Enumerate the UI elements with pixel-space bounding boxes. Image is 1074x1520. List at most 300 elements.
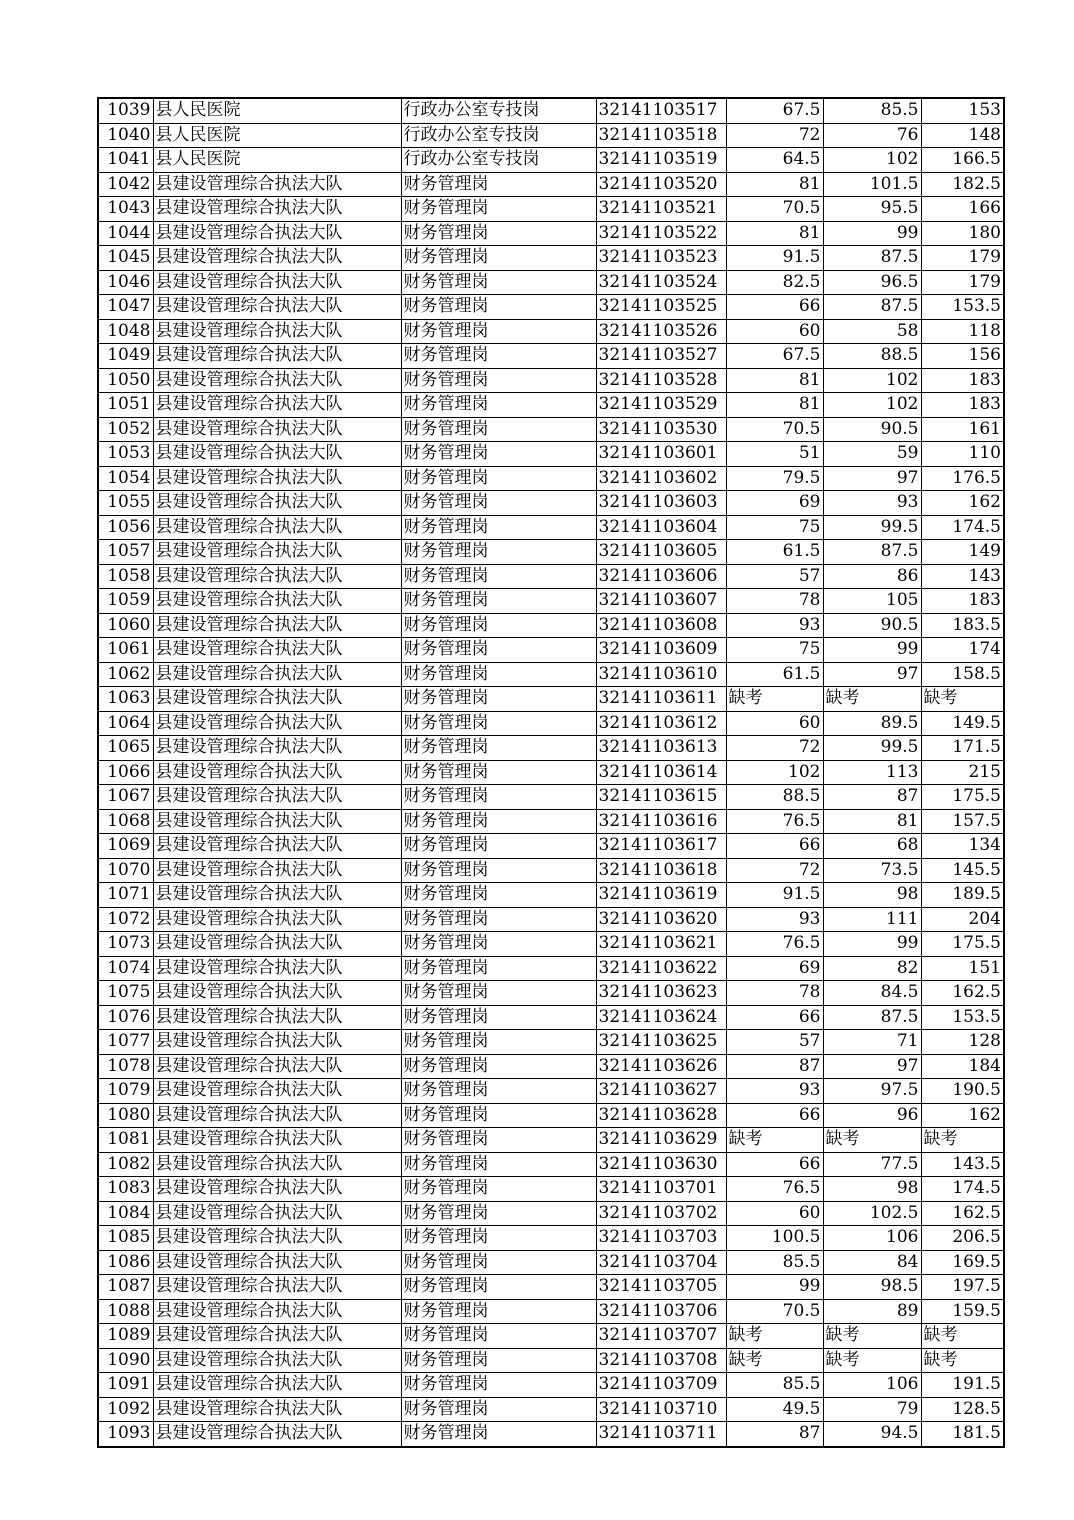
unit-cell: 县建设管理综合执法大队	[153, 515, 401, 540]
score-a-cell: 85.5	[726, 1373, 823, 1398]
score-b-cell: 81	[823, 809, 921, 834]
table-row	[98, 1103, 1004, 1128]
score-b-cell: 95.5	[823, 197, 921, 222]
table-row	[98, 246, 1004, 271]
score-a-cell: 49.5	[726, 1397, 823, 1422]
row-number-cell: 1087	[98, 1275, 153, 1300]
exam-id-cell: 32141103619	[596, 883, 726, 908]
row-number-cell: 1046	[98, 270, 153, 295]
exam-id-cell: 32141103518	[596, 123, 726, 148]
score-a-cell: 57	[726, 564, 823, 589]
score-a-cell: 93	[726, 613, 823, 638]
exam-id-cell: 32141103527	[596, 344, 726, 369]
table-row	[98, 711, 1004, 736]
total-score-cell: 158.5	[921, 662, 1004, 687]
table-row	[98, 442, 1004, 467]
table-row	[98, 1128, 1004, 1153]
position-cell: 行政办公室专技岗	[401, 98, 596, 123]
unit-cell: 县建设管理综合执法大队	[153, 1177, 401, 1202]
table-row	[98, 809, 1004, 834]
row-number-cell: 1050	[98, 368, 153, 393]
row-number-cell: 1085	[98, 1226, 153, 1251]
score-a-cell: 102	[726, 760, 823, 785]
exam-id-cell: 32141103529	[596, 393, 726, 418]
score-b-cell: 71	[823, 1030, 921, 1055]
table-row	[98, 1324, 1004, 1349]
score-a-cell: 100.5	[726, 1226, 823, 1251]
row-number-cell: 1089	[98, 1324, 153, 1349]
total-score-cell: 134	[921, 834, 1004, 859]
position-cell: 财务管理岗	[401, 393, 596, 418]
row-number-cell: 1056	[98, 515, 153, 540]
unit-cell: 县建设管理综合执法大队	[153, 1103, 401, 1128]
score-a-cell: 70.5	[726, 417, 823, 442]
row-number-cell: 1075	[98, 981, 153, 1006]
score-b-cell: 102	[823, 393, 921, 418]
position-cell: 财务管理岗	[401, 1030, 596, 1055]
unit-cell: 县建设管理综合执法大队	[153, 785, 401, 810]
table-row	[98, 221, 1004, 246]
row-number-cell: 1047	[98, 295, 153, 320]
score-a-cell: 85.5	[726, 1250, 823, 1275]
score-b-cell: 84	[823, 1250, 921, 1275]
unit-cell: 县建设管理综合执法大队	[153, 197, 401, 222]
table-row	[98, 344, 1004, 369]
unit-cell: 县建设管理综合执法大队	[153, 809, 401, 834]
exam-id-cell: 32141103702	[596, 1201, 726, 1226]
table-row	[98, 1373, 1004, 1398]
score-a-cell: 缺考	[726, 687, 823, 712]
score-b-cell: 106	[823, 1226, 921, 1251]
total-score-cell: 166	[921, 197, 1004, 222]
position-cell: 财务管理岗	[401, 834, 596, 859]
score-a-cell: 81	[726, 221, 823, 246]
score-b-cell: 96	[823, 1103, 921, 1128]
row-number-cell: 1069	[98, 834, 153, 859]
position-cell: 财务管理岗	[401, 907, 596, 932]
exam-id-cell: 32141103611	[596, 687, 726, 712]
exam-id-cell: 32141103709	[596, 1373, 726, 1398]
table-row	[98, 932, 1004, 957]
score-b-cell: 90.5	[823, 417, 921, 442]
score-a-cell: 81	[726, 172, 823, 197]
row-number-cell: 1083	[98, 1177, 153, 1202]
row-number-cell: 1086	[98, 1250, 153, 1275]
position-cell: 财务管理岗	[401, 1152, 596, 1177]
table-row	[98, 393, 1004, 418]
unit-cell: 县建设管理综合执法大队	[153, 1005, 401, 1030]
unit-cell: 县建设管理综合执法大队	[153, 1397, 401, 1422]
exam-id-cell: 32141103521	[596, 197, 726, 222]
position-cell: 财务管理岗	[401, 1324, 596, 1349]
unit-cell: 县建设管理综合执法大队	[153, 1324, 401, 1349]
unit-cell: 县建设管理综合执法大队	[153, 883, 401, 908]
score-a-cell: 66	[726, 1005, 823, 1030]
exam-id-cell: 32141103522	[596, 221, 726, 246]
score-a-cell: 缺考	[726, 1348, 823, 1373]
total-score-cell: 183	[921, 589, 1004, 614]
row-number-cell: 1043	[98, 197, 153, 222]
exam-id-cell: 32141103705	[596, 1275, 726, 1300]
position-cell: 财务管理岗	[401, 1348, 596, 1373]
row-number-cell: 1074	[98, 956, 153, 981]
exam-id-cell: 32141103624	[596, 1005, 726, 1030]
exam-id-cell: 32141103707	[596, 1324, 726, 1349]
score-b-cell: 97	[823, 1054, 921, 1079]
total-score-cell: 183.5	[921, 613, 1004, 638]
score-a-cell: 72	[726, 858, 823, 883]
total-score-cell: 174.5	[921, 515, 1004, 540]
score-b-cell: 86	[823, 564, 921, 589]
position-cell: 财务管理岗	[401, 1299, 596, 1324]
unit-cell: 县建设管理综合执法大队	[153, 613, 401, 638]
exam-id-cell: 32141103530	[596, 417, 726, 442]
unit-cell: 县建设管理综合执法大队	[153, 1079, 401, 1104]
row-number-cell: 1061	[98, 638, 153, 663]
position-cell: 财务管理岗	[401, 172, 596, 197]
score-a-cell: 76.5	[726, 809, 823, 834]
row-number-cell: 1081	[98, 1128, 153, 1153]
position-cell: 财务管理岗	[401, 417, 596, 442]
score-b-cell: 102	[823, 368, 921, 393]
score-a-cell: 67.5	[726, 98, 823, 123]
total-score-cell: 缺考	[921, 1128, 1004, 1153]
score-b-cell: 98.5	[823, 1275, 921, 1300]
position-cell: 财务管理岗	[401, 858, 596, 883]
position-cell: 财务管理岗	[401, 1079, 596, 1104]
exam-id-cell: 32141103620	[596, 907, 726, 932]
score-b-cell: 87	[823, 785, 921, 810]
table-row	[98, 1299, 1004, 1324]
unit-cell: 县建设管理综合执法大队	[153, 1348, 401, 1373]
score-table-body	[98, 98, 1004, 1447]
table-row	[98, 1250, 1004, 1275]
score-table	[97, 97, 1005, 1448]
row-number-cell: 1055	[98, 491, 153, 516]
score-b-cell: 88.5	[823, 344, 921, 369]
position-cell: 财务管理岗	[401, 809, 596, 834]
score-a-cell: 66	[726, 295, 823, 320]
table-row	[98, 760, 1004, 785]
score-b-cell: 96.5	[823, 270, 921, 295]
unit-cell: 县建设管理综合执法大队	[153, 221, 401, 246]
exam-id-cell: 32141103517	[596, 98, 726, 123]
score-a-cell: 93	[726, 1079, 823, 1104]
position-cell: 财务管理岗	[401, 1373, 596, 1398]
score-a-cell: 66	[726, 1103, 823, 1128]
exam-id-cell: 32141103525	[596, 295, 726, 320]
row-number-cell: 1052	[98, 417, 153, 442]
table-row	[98, 883, 1004, 908]
exam-id-cell: 32141103526	[596, 319, 726, 344]
exam-id-cell: 32141103615	[596, 785, 726, 810]
score-a-cell: 66	[726, 1152, 823, 1177]
exam-id-cell: 32141103610	[596, 662, 726, 687]
table-row	[98, 197, 1004, 222]
exam-id-cell: 32141103605	[596, 540, 726, 565]
exam-id-cell: 32141103614	[596, 760, 726, 785]
exam-id-cell: 32141103612	[596, 711, 726, 736]
table-row	[98, 785, 1004, 810]
table-row	[98, 295, 1004, 320]
score-a-cell: 87	[726, 1422, 823, 1447]
unit-cell: 县建设管理综合执法大队	[153, 319, 401, 344]
score-b-cell: 98	[823, 1177, 921, 1202]
score-a-cell: 76.5	[726, 932, 823, 957]
row-number-cell: 1067	[98, 785, 153, 810]
score-b-cell: 58	[823, 319, 921, 344]
table-row	[98, 1348, 1004, 1373]
row-number-cell: 1054	[98, 466, 153, 491]
position-cell: 财务管理岗	[401, 638, 596, 663]
exam-id-cell: 32141103629	[596, 1128, 726, 1153]
table-row	[98, 858, 1004, 883]
table-row	[98, 368, 1004, 393]
row-number-cell: 1078	[98, 1054, 153, 1079]
position-cell: 财务管理岗	[401, 221, 596, 246]
score-b-cell: 93	[823, 491, 921, 516]
exam-id-cell: 32141103616	[596, 809, 726, 834]
score-a-cell: 72	[726, 736, 823, 761]
position-cell: 财务管理岗	[401, 1250, 596, 1275]
unit-cell: 县建设管理综合执法大队	[153, 417, 401, 442]
row-number-cell: 1080	[98, 1103, 153, 1128]
unit-cell: 县建设管理综合执法大队	[153, 295, 401, 320]
table-row	[98, 466, 1004, 491]
unit-cell: 县建设管理综合执法大队	[153, 1275, 401, 1300]
row-number-cell: 1049	[98, 344, 153, 369]
exam-id-cell: 32141103524	[596, 270, 726, 295]
table-row	[98, 1422, 1004, 1447]
table-row	[98, 319, 1004, 344]
total-score-cell: 183	[921, 368, 1004, 393]
position-cell: 财务管理岗	[401, 736, 596, 761]
exam-id-cell: 32141103711	[596, 1422, 726, 1447]
score-b-cell: 87.5	[823, 246, 921, 271]
unit-cell: 县建设管理综合执法大队	[153, 956, 401, 981]
row-number-cell: 1076	[98, 1005, 153, 1030]
score-b-cell: 98	[823, 883, 921, 908]
score-b-cell: 101.5	[823, 172, 921, 197]
unit-cell: 县人民医院	[153, 98, 401, 123]
position-cell: 财务管理岗	[401, 295, 596, 320]
row-number-cell: 1041	[98, 148, 153, 173]
row-number-cell: 1068	[98, 809, 153, 834]
score-b-cell: 73.5	[823, 858, 921, 883]
total-score-cell: 149	[921, 540, 1004, 565]
position-cell: 财务管理岗	[401, 564, 596, 589]
table-row	[98, 687, 1004, 712]
unit-cell: 县建设管理综合执法大队	[153, 711, 401, 736]
total-score-cell: 179	[921, 270, 1004, 295]
score-a-cell: 76.5	[726, 1177, 823, 1202]
row-number-cell: 1053	[98, 442, 153, 467]
score-a-cell: 81	[726, 393, 823, 418]
exam-id-cell: 32141103622	[596, 956, 726, 981]
row-number-cell: 1057	[98, 540, 153, 565]
score-b-cell: 87.5	[823, 295, 921, 320]
unit-cell: 县建设管理综合执法大队	[153, 1152, 401, 1177]
total-score-cell: 缺考	[921, 1348, 1004, 1373]
position-cell: 财务管理岗	[401, 1005, 596, 1030]
row-number-cell: 1065	[98, 736, 153, 761]
row-number-cell: 1090	[98, 1348, 153, 1373]
table-row	[98, 148, 1004, 173]
score-a-cell: 82.5	[726, 270, 823, 295]
total-score-cell: 143.5	[921, 1152, 1004, 1177]
score-b-cell: 89.5	[823, 711, 921, 736]
unit-cell: 县建设管理综合执法大队	[153, 981, 401, 1006]
total-score-cell: 157.5	[921, 809, 1004, 834]
position-cell: 财务管理岗	[401, 687, 596, 712]
unit-cell: 县建设管理综合执法大队	[153, 932, 401, 957]
score-b-cell: 82	[823, 956, 921, 981]
exam-id-cell: 32141103706	[596, 1299, 726, 1324]
unit-cell: 县建设管理综合执法大队	[153, 638, 401, 663]
score-b-cell: 94.5	[823, 1422, 921, 1447]
unit-cell: 县建设管理综合执法大队	[153, 172, 401, 197]
row-number-cell: 1093	[98, 1422, 153, 1447]
table-row	[98, 589, 1004, 614]
score-b-cell: 97	[823, 466, 921, 491]
position-cell: 财务管理岗	[401, 1275, 596, 1300]
score-a-cell: 66	[726, 834, 823, 859]
total-score-cell: 169.5	[921, 1250, 1004, 1275]
score-b-cell: 99	[823, 932, 921, 957]
total-score-cell: 161	[921, 417, 1004, 442]
table-row	[98, 515, 1004, 540]
total-score-cell: 166.5	[921, 148, 1004, 173]
score-a-cell: 99	[726, 1275, 823, 1300]
score-b-cell: 99.5	[823, 515, 921, 540]
exam-id-cell: 32141103708	[596, 1348, 726, 1373]
unit-cell: 县建设管理综合执法大队	[153, 687, 401, 712]
unit-cell: 县人民医院	[153, 148, 401, 173]
table-row	[98, 540, 1004, 565]
row-number-cell: 1064	[98, 711, 153, 736]
position-cell: 财务管理岗	[401, 785, 596, 810]
table-row	[98, 172, 1004, 197]
total-score-cell: 118	[921, 319, 1004, 344]
score-b-cell: 97.5	[823, 1079, 921, 1104]
unit-cell: 县人民医院	[153, 123, 401, 148]
table-row	[98, 638, 1004, 663]
exam-id-cell: 32141103528	[596, 368, 726, 393]
unit-cell: 县建设管理综合执法大队	[153, 1201, 401, 1226]
exam-id-cell: 32141103613	[596, 736, 726, 761]
unit-cell: 县建设管理综合执法大队	[153, 564, 401, 589]
total-score-cell: 159.5	[921, 1299, 1004, 1324]
total-score-cell: 174.5	[921, 1177, 1004, 1202]
table-row	[98, 1201, 1004, 1226]
position-cell: 财务管理岗	[401, 932, 596, 957]
exam-id-cell: 32141103618	[596, 858, 726, 883]
position-cell: 财务管理岗	[401, 981, 596, 1006]
total-score-cell: 174	[921, 638, 1004, 663]
unit-cell: 县建设管理综合执法大队	[153, 907, 401, 932]
total-score-cell: 182.5	[921, 172, 1004, 197]
position-cell: 行政办公室专技岗	[401, 148, 596, 173]
score-b-cell: 106	[823, 1373, 921, 1398]
exam-id-cell: 32141103627	[596, 1079, 726, 1104]
exam-id-cell: 32141103608	[596, 613, 726, 638]
score-a-cell: 75	[726, 638, 823, 663]
exam-id-cell: 32141103621	[596, 932, 726, 957]
total-score-cell: 183	[921, 393, 1004, 418]
row-number-cell: 1066	[98, 760, 153, 785]
unit-cell: 县建设管理综合执法大队	[153, 344, 401, 369]
position-cell: 财务管理岗	[401, 1177, 596, 1202]
unit-cell: 县建设管理综合执法大队	[153, 1226, 401, 1251]
score-b-cell: 77.5	[823, 1152, 921, 1177]
row-number-cell: 1045	[98, 246, 153, 271]
score-a-cell: 缺考	[726, 1324, 823, 1349]
table-row	[98, 1275, 1004, 1300]
row-number-cell: 1048	[98, 319, 153, 344]
row-number-cell: 1073	[98, 932, 153, 957]
unit-cell: 县建设管理综合执法大队	[153, 246, 401, 271]
row-number-cell: 1092	[98, 1397, 153, 1422]
score-b-cell: 79	[823, 1397, 921, 1422]
score-a-cell: 60	[726, 1201, 823, 1226]
row-number-cell: 1040	[98, 123, 153, 148]
score-b-cell: 87.5	[823, 1005, 921, 1030]
total-score-cell: 162.5	[921, 1201, 1004, 1226]
score-a-cell: 91.5	[726, 246, 823, 271]
unit-cell: 县建设管理综合执法大队	[153, 589, 401, 614]
score-a-cell: 60	[726, 711, 823, 736]
table-row	[98, 417, 1004, 442]
total-score-cell: 175.5	[921, 785, 1004, 810]
exam-id-cell: 32141103601	[596, 442, 726, 467]
unit-cell: 县建设管理综合执法大队	[153, 1030, 401, 1055]
total-score-cell: 145.5	[921, 858, 1004, 883]
total-score-cell: 128	[921, 1030, 1004, 1055]
exam-id-cell: 32141103704	[596, 1250, 726, 1275]
row-number-cell: 1079	[98, 1079, 153, 1104]
position-cell: 财务管理岗	[401, 613, 596, 638]
unit-cell: 县建设管理综合执法大队	[153, 760, 401, 785]
total-score-cell: 190.5	[921, 1079, 1004, 1104]
score-b-cell: 缺考	[823, 1128, 921, 1153]
score-a-cell: 78	[726, 589, 823, 614]
total-score-cell: 180	[921, 221, 1004, 246]
total-score-cell: 162	[921, 1103, 1004, 1128]
row-number-cell: 1051	[98, 393, 153, 418]
exam-id-cell: 32141103628	[596, 1103, 726, 1128]
exam-id-cell: 32141103703	[596, 1226, 726, 1251]
score-a-cell: 81	[726, 368, 823, 393]
unit-cell: 县建设管理综合执法大队	[153, 466, 401, 491]
row-number-cell: 1082	[98, 1152, 153, 1177]
position-cell: 行政办公室专技岗	[401, 123, 596, 148]
unit-cell: 县建设管理综合执法大队	[153, 662, 401, 687]
exam-id-cell: 32141103603	[596, 491, 726, 516]
position-cell: 财务管理岗	[401, 246, 596, 271]
unit-cell: 县建设管理综合执法大队	[153, 1250, 401, 1275]
exam-id-cell: 32141103606	[596, 564, 726, 589]
row-number-cell: 1084	[98, 1201, 153, 1226]
total-score-cell: 162.5	[921, 981, 1004, 1006]
exam-id-cell: 32141103520	[596, 172, 726, 197]
total-score-cell: 148	[921, 123, 1004, 148]
exam-id-cell: 32141103626	[596, 1054, 726, 1079]
score-b-cell: 111	[823, 907, 921, 932]
score-a-cell: 64.5	[726, 148, 823, 173]
score-a-cell: 57	[726, 1030, 823, 1055]
score-b-cell: 99	[823, 221, 921, 246]
position-cell: 财务管理岗	[401, 883, 596, 908]
